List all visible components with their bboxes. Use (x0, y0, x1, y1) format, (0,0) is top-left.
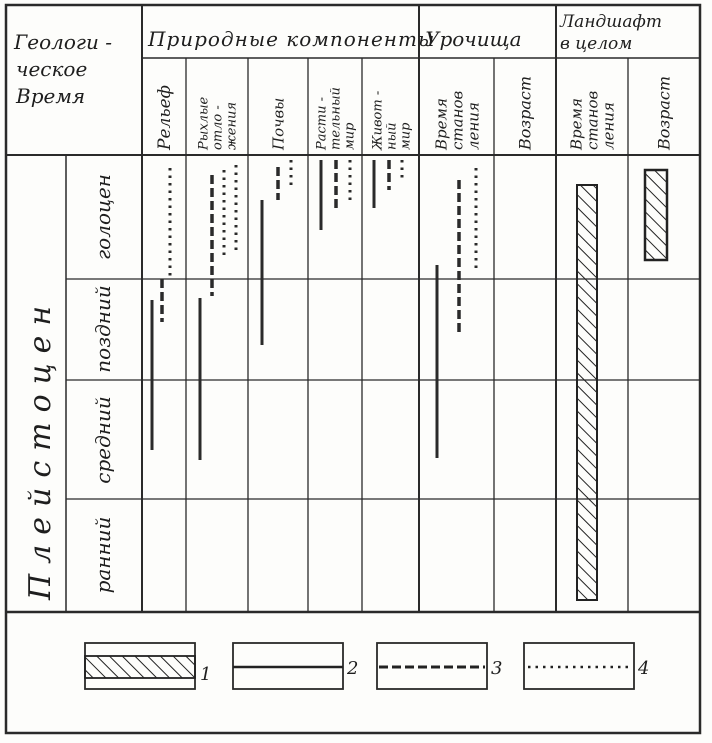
legend-item-4 (524, 643, 649, 689)
sub-column-header-line: жения (224, 101, 240, 150)
sub-column-header-line: Рыхлые (196, 96, 212, 150)
sub-column-header-line: ления (599, 102, 618, 150)
sub-column-header-line: станов (583, 90, 602, 150)
legend (85, 643, 649, 689)
legend-item-2 (233, 643, 358, 689)
header-geo-time (13, 30, 112, 108)
geo-time-line-1: Геологи - (14, 30, 112, 54)
legend-number: 1 (200, 664, 212, 685)
sub-column-header-line: станов (448, 90, 467, 150)
period-label: ранний (91, 516, 115, 594)
sub-column-header-line: Время (432, 98, 451, 150)
sub-column-headers (155, 76, 674, 151)
sub-column-header-line: Живот - (370, 90, 386, 150)
sub-column-header-line: Возраст (654, 75, 674, 150)
legend-number: 4 (638, 658, 650, 679)
landscape-age-hatched-range (645, 170, 667, 260)
landscape-title-line-2: в целом (560, 34, 633, 54)
landscape-title-line-1: Ландшафт (560, 12, 662, 32)
sub-column-header-line: Рельеф (154, 85, 175, 150)
legend-item-1 (85, 643, 211, 689)
sub-column-header-line: Возраст (515, 75, 535, 150)
urochishcha-title: Урочища (425, 27, 522, 51)
legend-number: 3 (491, 658, 503, 679)
sub-column-header-line: ный (384, 122, 400, 150)
sub-column-header-line: ления (464, 102, 483, 150)
epoch-label: Плейстоцен (23, 295, 58, 600)
sub-column-header-line: Время (567, 98, 586, 150)
sub-column-header-line: отло - (210, 105, 226, 150)
legend-hatched-swatch (85, 656, 195, 678)
period-label: средний (91, 396, 115, 484)
sub-column-header-line: мир (398, 122, 414, 150)
legend-swatch-frame (524, 643, 634, 689)
period-label: голоцен (91, 174, 115, 260)
sub-column-header-line: Расти - (314, 96, 330, 150)
landscape-formation-hatched-range (577, 185, 597, 600)
sub-column-header-line: тельный (328, 87, 344, 150)
natural-components-title: Природные компоненты (148, 27, 436, 51)
geo-time-line-3: Время (16, 84, 86, 108)
sub-column-header-line: Почвы (269, 97, 288, 150)
period-labels (91, 174, 115, 593)
legend-item-3 (377, 643, 502, 689)
sub-column-header-line: мир (342, 122, 358, 150)
period-label: поздний (91, 285, 115, 373)
geo-time-line-2: ческое (16, 57, 88, 81)
legend-number: 2 (347, 658, 359, 679)
